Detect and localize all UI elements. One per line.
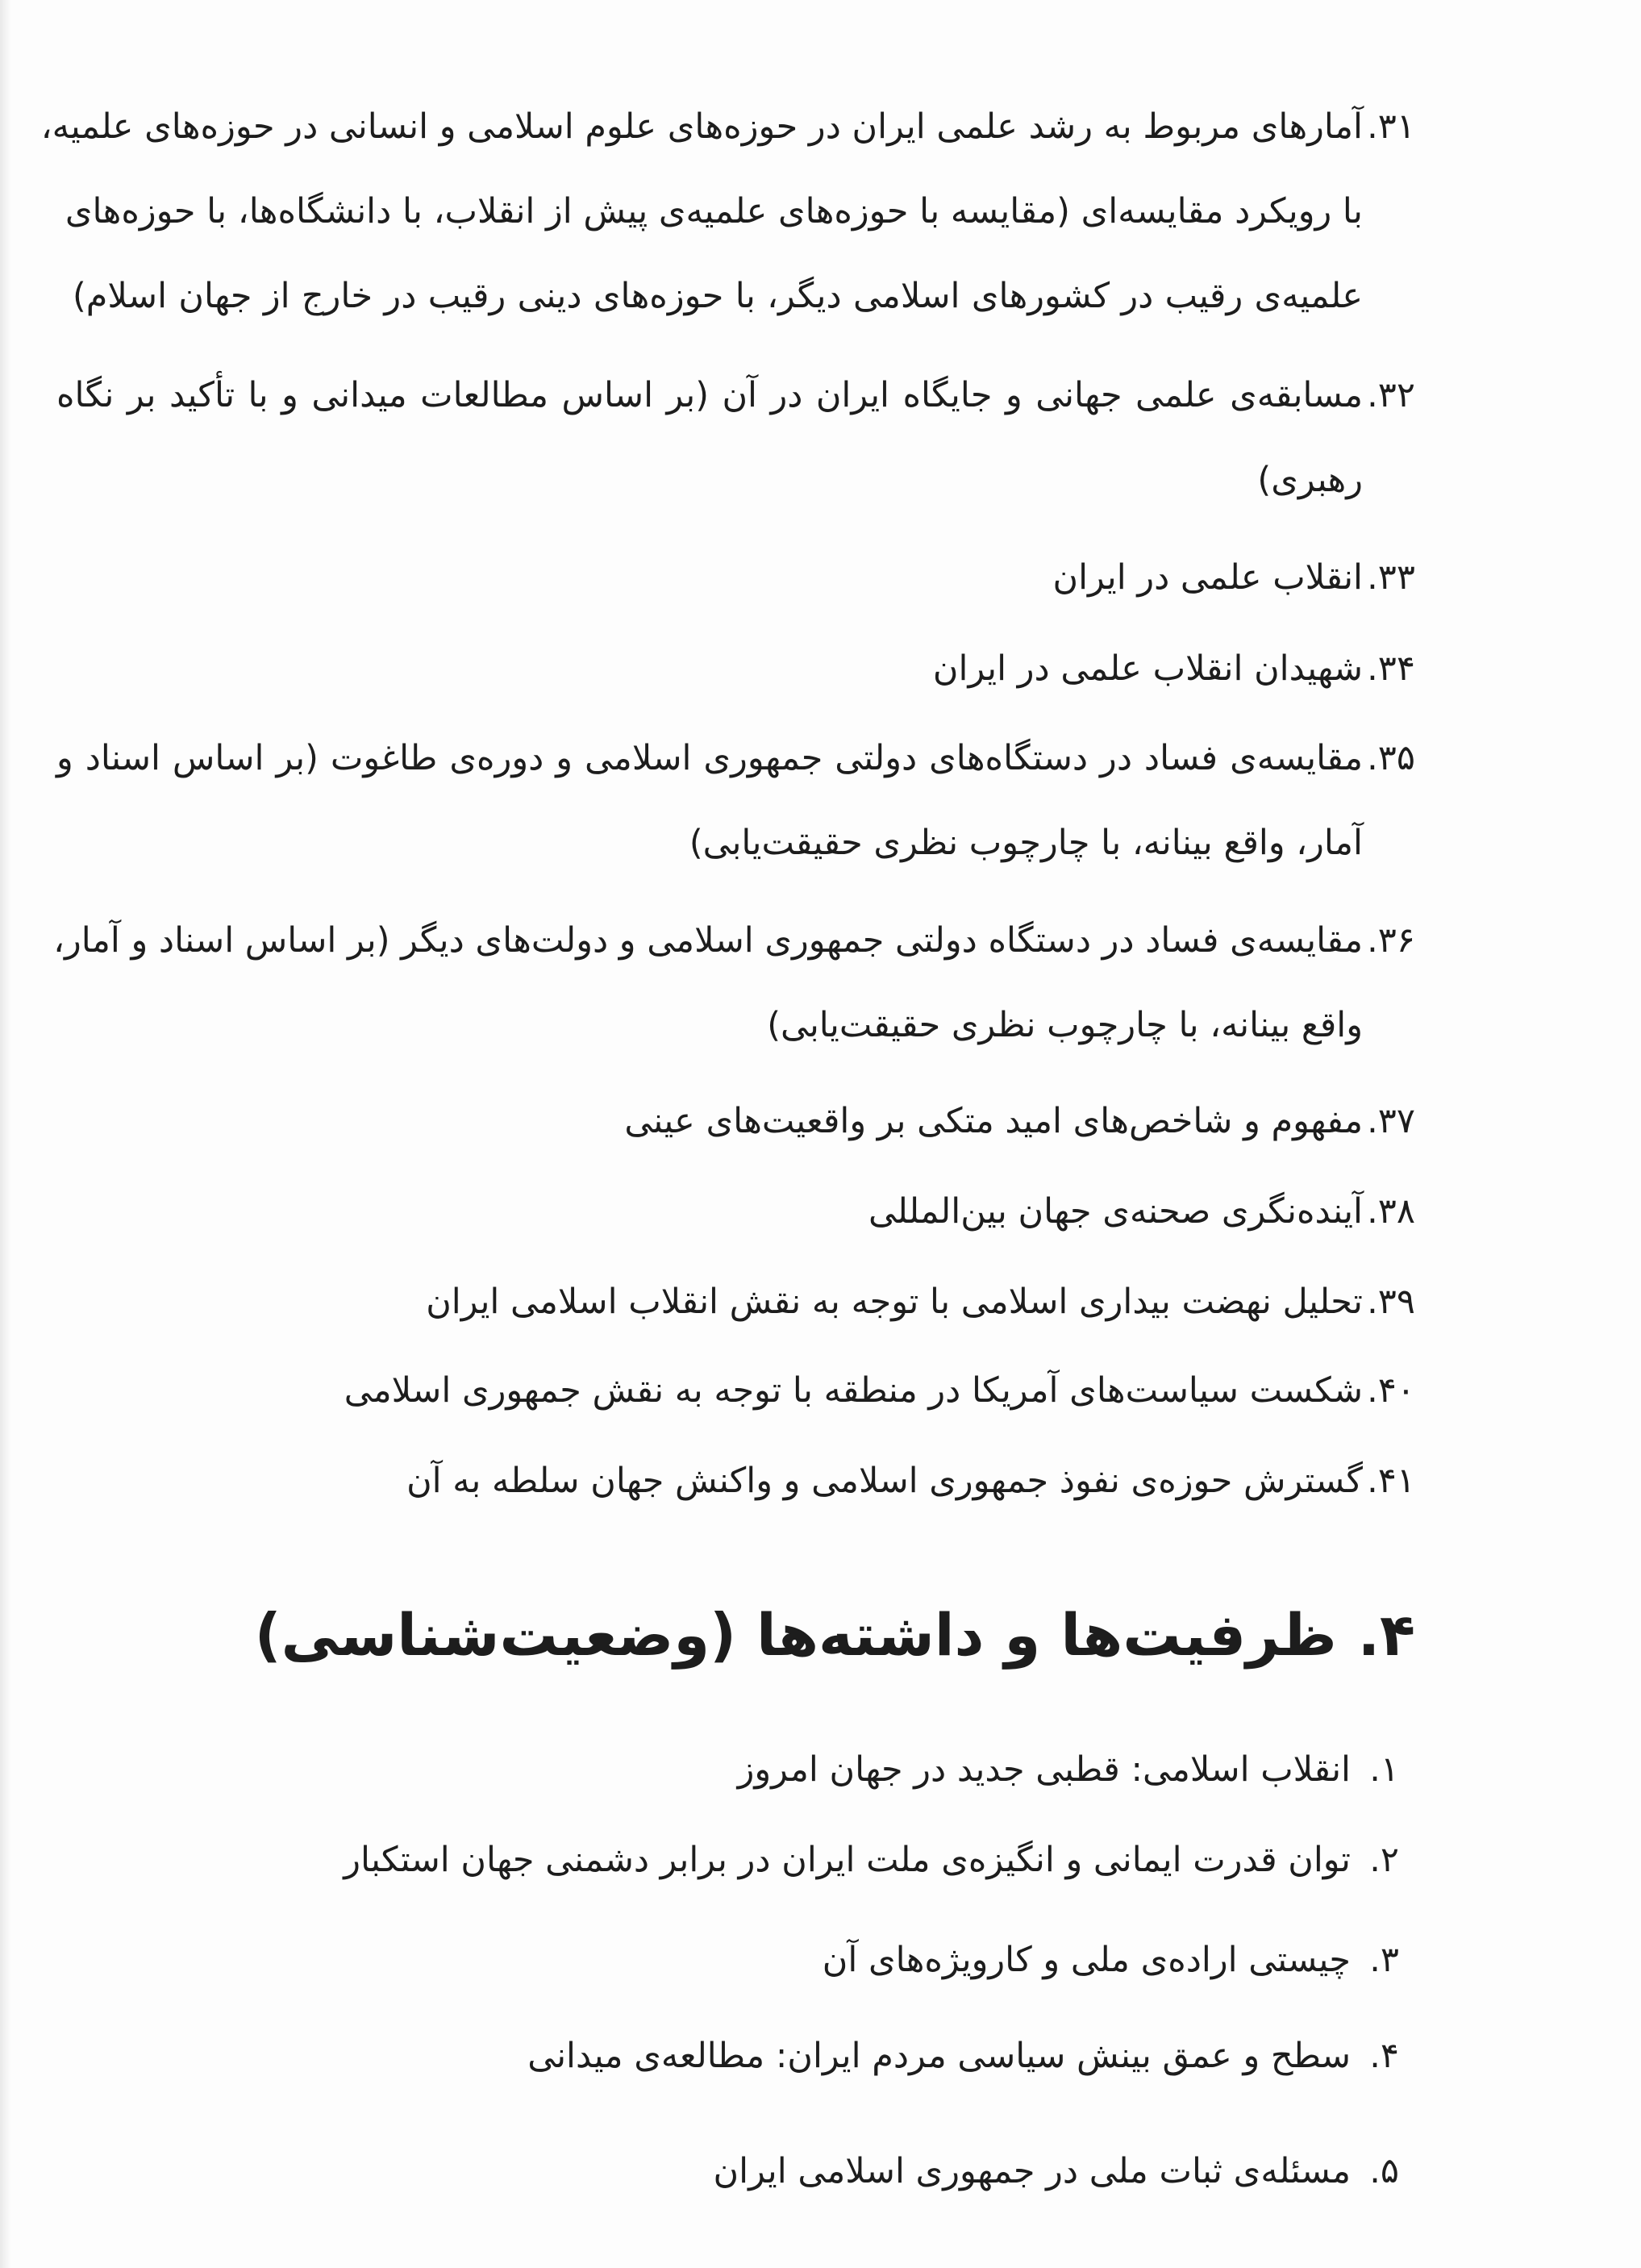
- item-text-line: مقایسه‌ی فساد در دستگاه‌های دولتی جمهوری اسلامی و دوره‌ی طاغوت (بر اساس اسناد و: [56, 738, 1363, 778]
- item-text-line: مفهوم و شاخص‌های امید متکی بر واقعیت‌های عینی: [624, 1101, 1363, 1141]
- item-number: ۳۴.: [1367, 648, 1415, 689]
- item-number: ۳۳.: [1367, 557, 1415, 598]
- item-number: ۲.: [1369, 1840, 1399, 1880]
- item-number: ۳۹.: [1367, 1282, 1415, 1322]
- item-text-line: با رویکرد مقایسه‌ای (مقایسه با حوزه‌های علمیه‌ی پیش از انقلاب، با دانشگاه‌ها، با حوزه‌های: [65, 191, 1363, 231]
- item-number: ۳.: [1369, 1940, 1399, 1980]
- item-number: ۵.: [1369, 2151, 1399, 2191]
- item-text-line: چیستی اراده‌ی ملی و کارویژه‌های آن: [822, 1940, 1351, 1980]
- item-number: ۴۰.: [1367, 1370, 1415, 1411]
- item-number: ۳۶.: [1367, 920, 1415, 961]
- item-text-line: آینده‌نگری صحنه‌ی جهان بین‌المللی: [868, 1191, 1363, 1232]
- item-number: ۴.: [1369, 2036, 1399, 2076]
- item-text-line: تحلیل نهضت بیداری اسلامی با توجه به نقش انقلاب اسلامی ایران: [426, 1282, 1363, 1322]
- item-number: ۳۱.: [1367, 106, 1415, 147]
- item-text-line: سطح و عمق بینش سیاسی مردم ایران: مطالعه‌ی میدانی: [527, 2036, 1351, 2076]
- item-number: ۳۵.: [1367, 738, 1415, 778]
- section-title: ظرفیت‌ها و داشته‌ها (وضعیت‌شناسی): [254, 1601, 1337, 1669]
- item-text-line: آمارهای مربوط به رشد علمی ایران در حوزه‌های علوم اسلامی و انسانی در حوزه‌های علمیه،: [40, 106, 1363, 147]
- item-number: ۴۱.: [1367, 1461, 1415, 1501]
- section-number: ۴.: [1357, 1601, 1415, 1669]
- item-text-line: واقع بینانه، با چارچوب نظری حقیقت‌یابی): [767, 1005, 1363, 1045]
- item-text-line: انقلاب اسلامی: قطبی جدید در جهان امروز: [737, 1749, 1351, 1790]
- item-number: ۱.: [1369, 1749, 1399, 1790]
- item-text-line: گسترش حوزه‌ی نفوذ جمهوری اسلامی و واکنش جهان سلطه به آن: [406, 1461, 1363, 1501]
- item-number: ۳۷.: [1367, 1101, 1415, 1141]
- item-text-line: علمیه‌ی رقیب در کشورهای اسلامی دیگر، با حوزه‌های دینی رقیب در خارج از جهان اسلام): [73, 276, 1363, 316]
- item-text-line: مقایسه‌ی فساد در دستگاه دولتی جمهوری اسلامی و دولت‌های دیگر (بر اساس اسناد و آمار،: [53, 920, 1363, 961]
- item-text-line: آمار، واقع بینانه، با چارچوب نظری حقیقت‌یابی): [689, 823, 1363, 863]
- item-text-line: انقلاب علمی در ایران: [1052, 557, 1363, 598]
- section-heading: [255, 1591, 1415, 1679]
- item-number: ۳۸.: [1367, 1191, 1415, 1232]
- item-text-line: شکست سیاست‌های آمریکا در منطقه با توجه به نقش جمهوری اسلامی: [344, 1370, 1363, 1411]
- item-text-line: مسئله‌ی ثبات ملی در جمهوری اسلامی ایران: [713, 2151, 1351, 2191]
- item-text-line: شهیدان انقلاب علمی در ایران: [932, 648, 1363, 689]
- item-number: ۳۲.: [1367, 375, 1415, 415]
- item-text-line: رهبری): [1257, 460, 1363, 500]
- item-text-line: توان قدرت ایمانی و انگیزه‌ی ملت ایران در برابر دشمنی جهان استکبار: [344, 1840, 1351, 1880]
- item-text-line: مسابقه‌ی علمی جهانی و جایگاه ایران در آن (بر اساس مطالعات میدانی و با تأکید بر نگاه: [56, 375, 1363, 415]
- scan-edge-shadow: [0, 0, 11, 2268]
